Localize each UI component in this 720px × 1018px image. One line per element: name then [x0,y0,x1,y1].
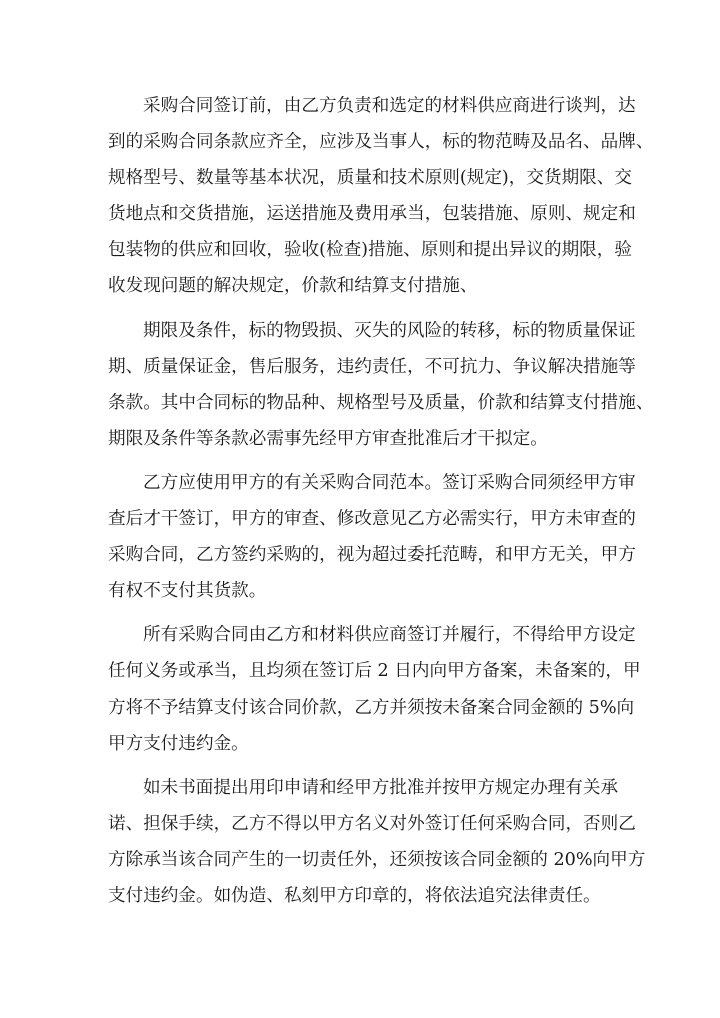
paragraph-line: 甲方支付违约金。 [108,733,249,754]
paragraph-line: 期限及条件等条款必需事先经甲方审查批准后才干拟定。 [108,428,548,449]
paragraph-line: 规格型号、数量等基本状况，质量和技术原则(规定)，交货期限、交 [108,168,632,189]
paragraph-line: 乙方应使用甲方的有关采购合同范本。签订采购合同须经甲方审 [143,472,636,493]
paragraph-3 [108,465,636,609]
paragraph-line: 所有采购合同由乙方和材料供应商签订并履行，不得给甲方设定 [143,625,636,646]
paragraph-line: 期、质量保证金，售后服务，违约责任，不可抗力、争议解决措施等 [108,356,636,377]
paragraph-4 [108,617,641,761]
paragraph-line: 有权不支付其货款。 [108,581,267,602]
paragraph-line: 货地点和交货措施，运送措施及费用承当，包装措施、原则、规定和 [108,204,636,225]
paragraph-5 [108,770,646,914]
paragraph-line: 任何义务或承当，且均须在签订后 2 日内向甲方备案，未备案的，甲 [108,661,641,682]
paragraph-line: 到的采购合同条款应齐全，应涉及当事人，标的物范畴及品名、品牌、 [108,132,654,153]
paragraph-line: 期限及条件，标的物毁损、灭失的风险的转移，标的物质量保证 [143,320,636,341]
paragraph-line: 采购合同签订前，由乙方负责和选定的材料供应商进行谈判，达 [143,96,636,116]
paragraph-line: 包装物的供应和回收，验收(检查)措施、原则和提出异议的期限，验 [108,240,632,261]
paragraph-line: 条款。其中合同标的物品种、规格型号及质量，价款和结算支付措施、 [108,392,654,413]
paragraph-line: 收发现问题的解决规定，价款和结算支付措施、 [108,276,478,297]
paragraph-line: 诺、担保手续，乙方不得以甲方名义对外签订任何采购合同，否则乙 [108,813,636,834]
paragraph-line: 如未书面提出用印申请和经甲方批准并按甲方规定办理有关承 [143,777,619,798]
paragraph-1 [108,88,654,305]
paragraph-line: 查后才干签订，甲方的审查、修改意见乙方必需实行，甲方未审查的 [108,509,636,530]
paragraph-line: 方将不予结算支付该合同价款，乙方并须按未备案合同金额的 5%向 [108,697,635,718]
paragraph-line: 采购合同，乙方签约采购的，视为超过委托范畴，和甲方无关，甲方 [108,545,636,566]
paragraph-line: 支付违约金。如伪造、私刻甲方印章的，将依法追究法律责任。 [108,885,601,906]
paragraph-line: 方除承当该合同产生的一切责任外，还须按该合同金额的 20%向甲方 [108,849,646,870]
paragraph-2 [108,313,654,457]
document-body [108,88,654,922]
